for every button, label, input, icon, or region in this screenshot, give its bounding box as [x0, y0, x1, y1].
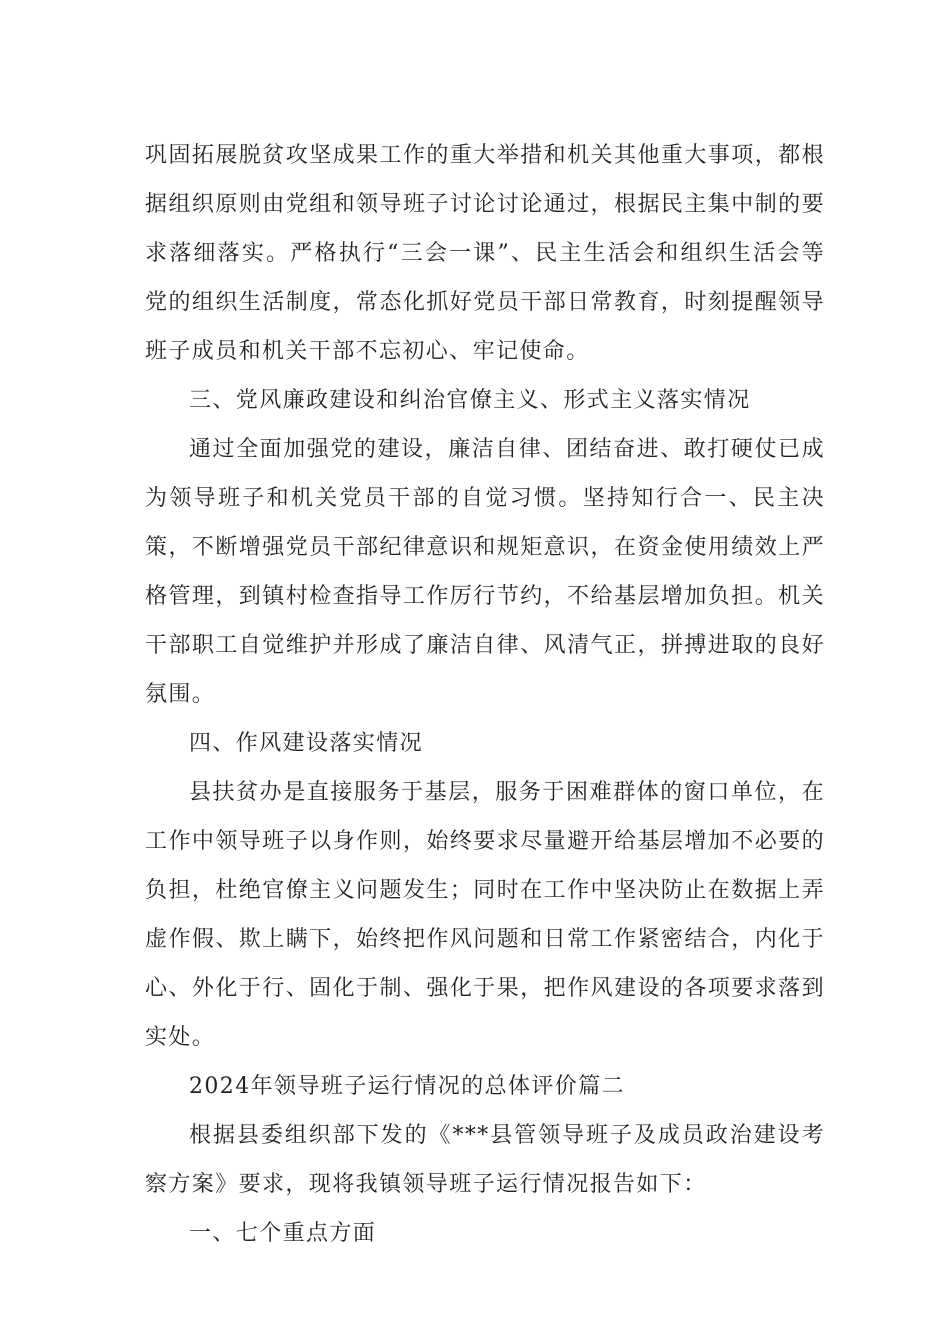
document-body	[145, 131, 825, 1258]
paragraph-integrity: 通过全面加强党的建设，廉洁自律、团结奋进、敢打硬仗已成为领导班子和机关党员干部的自觉习惯。坚持知行合一、民主决策，不断增强党员干部纪律意识和规矩意识，在资金使用绩效上严格管理，到镇村检查指导工作厉行节约，不给基层增加负担。机关干部职工自觉维护并形成了廉洁自律、风清气正，拼搏进取的良好氛围。	[145, 437, 825, 707]
section-heading-one: 一、七个重点方面	[189, 1221, 377, 1246]
section-heading-four: 四、作风建设落实情况	[189, 731, 424, 756]
paragraph-continuation: 巩固拓展脱贫攻坚成果工作的重大举措和机关其他重大事项，都根据组织原则由党组和领导班子讨论讨论通过，根据民主集中制的要求落细落实。严格执行“三会一课”、民主生活会和组织生活会等党的组织生活制度，常态化抓好党员干部日常教育，时刻提醒领导班子成员和机关干部不忘初心、牢记使命。	[145, 143, 825, 364]
section-heading-three: 三、党风廉政建设和纠治官僚主义、形式主义落实情况	[189, 388, 751, 413]
article-title-part-two: 2024年领导班子运行情况的总体评价篇二	[189, 1074, 625, 1099]
paragraph-work-style: 县扶贫办是直接服务于基层，服务于困难群体的窗口单位，在工作中领导班子以身作则，始终要求尽量避开给基层增加不必要的负担，杜绝官僚主义问题发生；同时在工作中坚决防止在数据上弄虚作假、欺上瞒下，始终把作风问题和日常工作紧密结合，内化于心、外化于行、固化于制、强化于果，把作风建设的各项要求落到实处。	[145, 780, 825, 1050]
paragraph-intro: 根据县委组织部下发的《***县管领导班子及成员政治建设考察方案》要求，现将我镇领导班子运行情况报告如下：	[145, 1123, 825, 1197]
